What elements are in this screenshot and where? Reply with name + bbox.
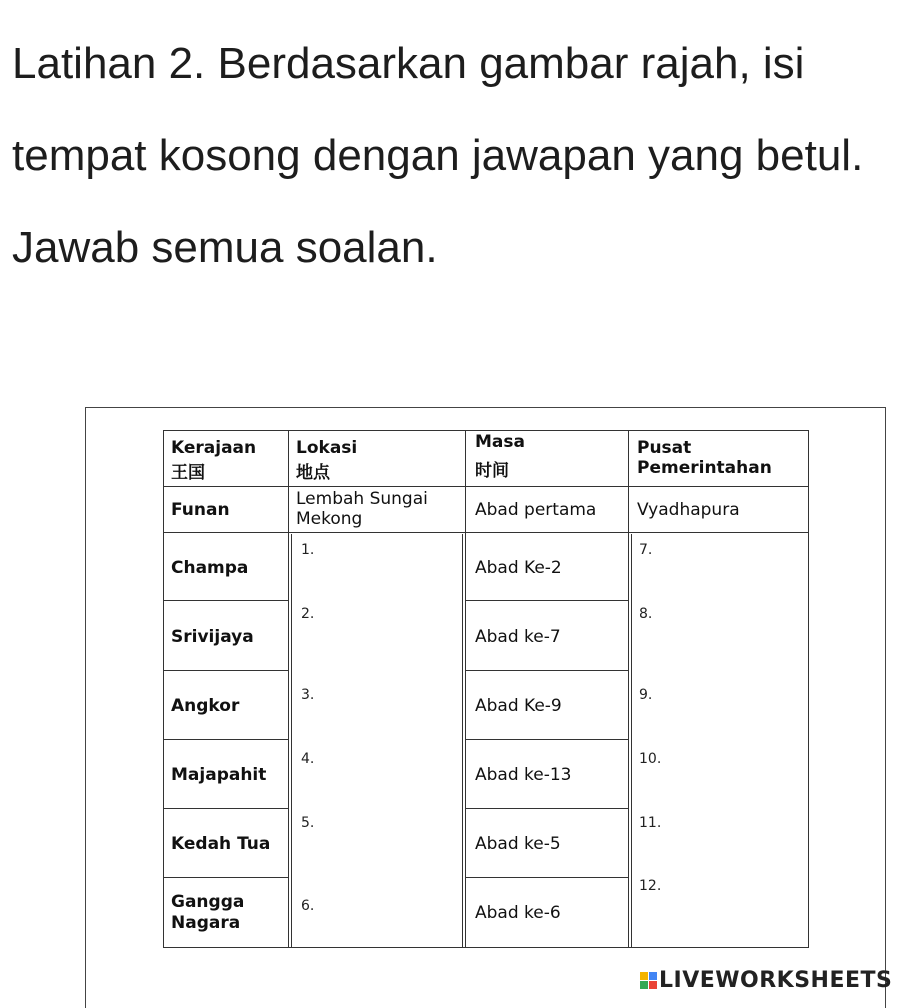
cell-masa: Abad pertama [475, 500, 597, 520]
cell-kerajaan: Gangga Nagara [171, 892, 245, 933]
table-border-left [163, 430, 164, 948]
row-divider [465, 739, 628, 740]
cell-pusat: Vyadhapura [637, 500, 740, 520]
answer-number[interactable]: 2. [301, 606, 315, 622]
cell-masa: Abad Ke-9 [475, 696, 562, 716]
header-pusat: Pusat Pemerintahan [637, 438, 772, 478]
row-divider [163, 532, 809, 533]
table-border-top [163, 430, 809, 431]
answer-box-edge [291, 534, 292, 947]
liveworksheets-logo-icon [640, 972, 657, 989]
column-divider [628, 430, 629, 948]
header-kerajaan: Kerajaan 王国 [171, 438, 257, 483]
answer-box-edge [462, 534, 463, 947]
answer-number[interactable]: 12. [639, 878, 662, 894]
answer-number[interactable]: 7. [639, 542, 653, 558]
header-divider [163, 486, 809, 487]
table-border-bottom [163, 947, 809, 948]
cell-kerajaan: Champa [171, 558, 249, 578]
answer-number[interactable]: 8. [639, 606, 653, 622]
answer-number[interactable]: 9. [639, 687, 653, 703]
cell-kerajaan: Funan [171, 500, 230, 520]
cell-lokasi: Lembah Sungai Mekong [296, 489, 428, 529]
answer-number[interactable]: 10. [639, 751, 662, 767]
cell-masa: Abad ke-13 [475, 765, 572, 785]
row-divider [465, 670, 628, 671]
row-divider [163, 877, 288, 878]
answer-number[interactable]: 6. [301, 898, 315, 914]
answer-box-edge [631, 534, 632, 947]
cell-kerajaan: Kedah Tua [171, 834, 271, 854]
cell-masa: Abad ke-7 [475, 627, 561, 647]
row-divider [465, 808, 628, 809]
cell-kerajaan: Srivijaya [171, 627, 254, 647]
brand-label: LIVEWORKSHEETS [659, 968, 893, 993]
column-divider [465, 430, 466, 948]
answer-number[interactable]: 3. [301, 687, 315, 703]
cell-kerajaan: Angkor [171, 696, 240, 716]
cell-masa: Abad ke-6 [475, 903, 561, 923]
answer-number[interactable]: 5. [301, 815, 315, 831]
row-divider [465, 600, 628, 601]
header-lokasi: Lokasi 地点 [296, 438, 358, 483]
cell-masa: Abad Ke-2 [475, 558, 562, 578]
table-border-right [808, 430, 809, 948]
answer-number[interactable]: 4. [301, 751, 315, 767]
cell-masa: Abad ke-5 [475, 834, 561, 854]
header-masa: Masa 时间 [475, 432, 525, 481]
answer-number[interactable]: 1. [301, 542, 315, 558]
row-divider [163, 600, 288, 601]
kerajaan-table [163, 430, 809, 948]
answer-number[interactable]: 11. [639, 815, 662, 831]
instruction-text: Latihan 2. Berdasarkan gambar rajah, isi tempat kosong dengan jawapan yang betul. Jawab semua soalan. [12, 39, 864, 272]
row-divider [163, 739, 288, 740]
row-divider [163, 670, 288, 671]
cell-kerajaan: Majapahit [171, 765, 267, 785]
row-divider [465, 877, 628, 878]
row-divider [163, 808, 288, 809]
column-divider [288, 430, 289, 948]
liveworksheets-brand [640, 968, 892, 993]
